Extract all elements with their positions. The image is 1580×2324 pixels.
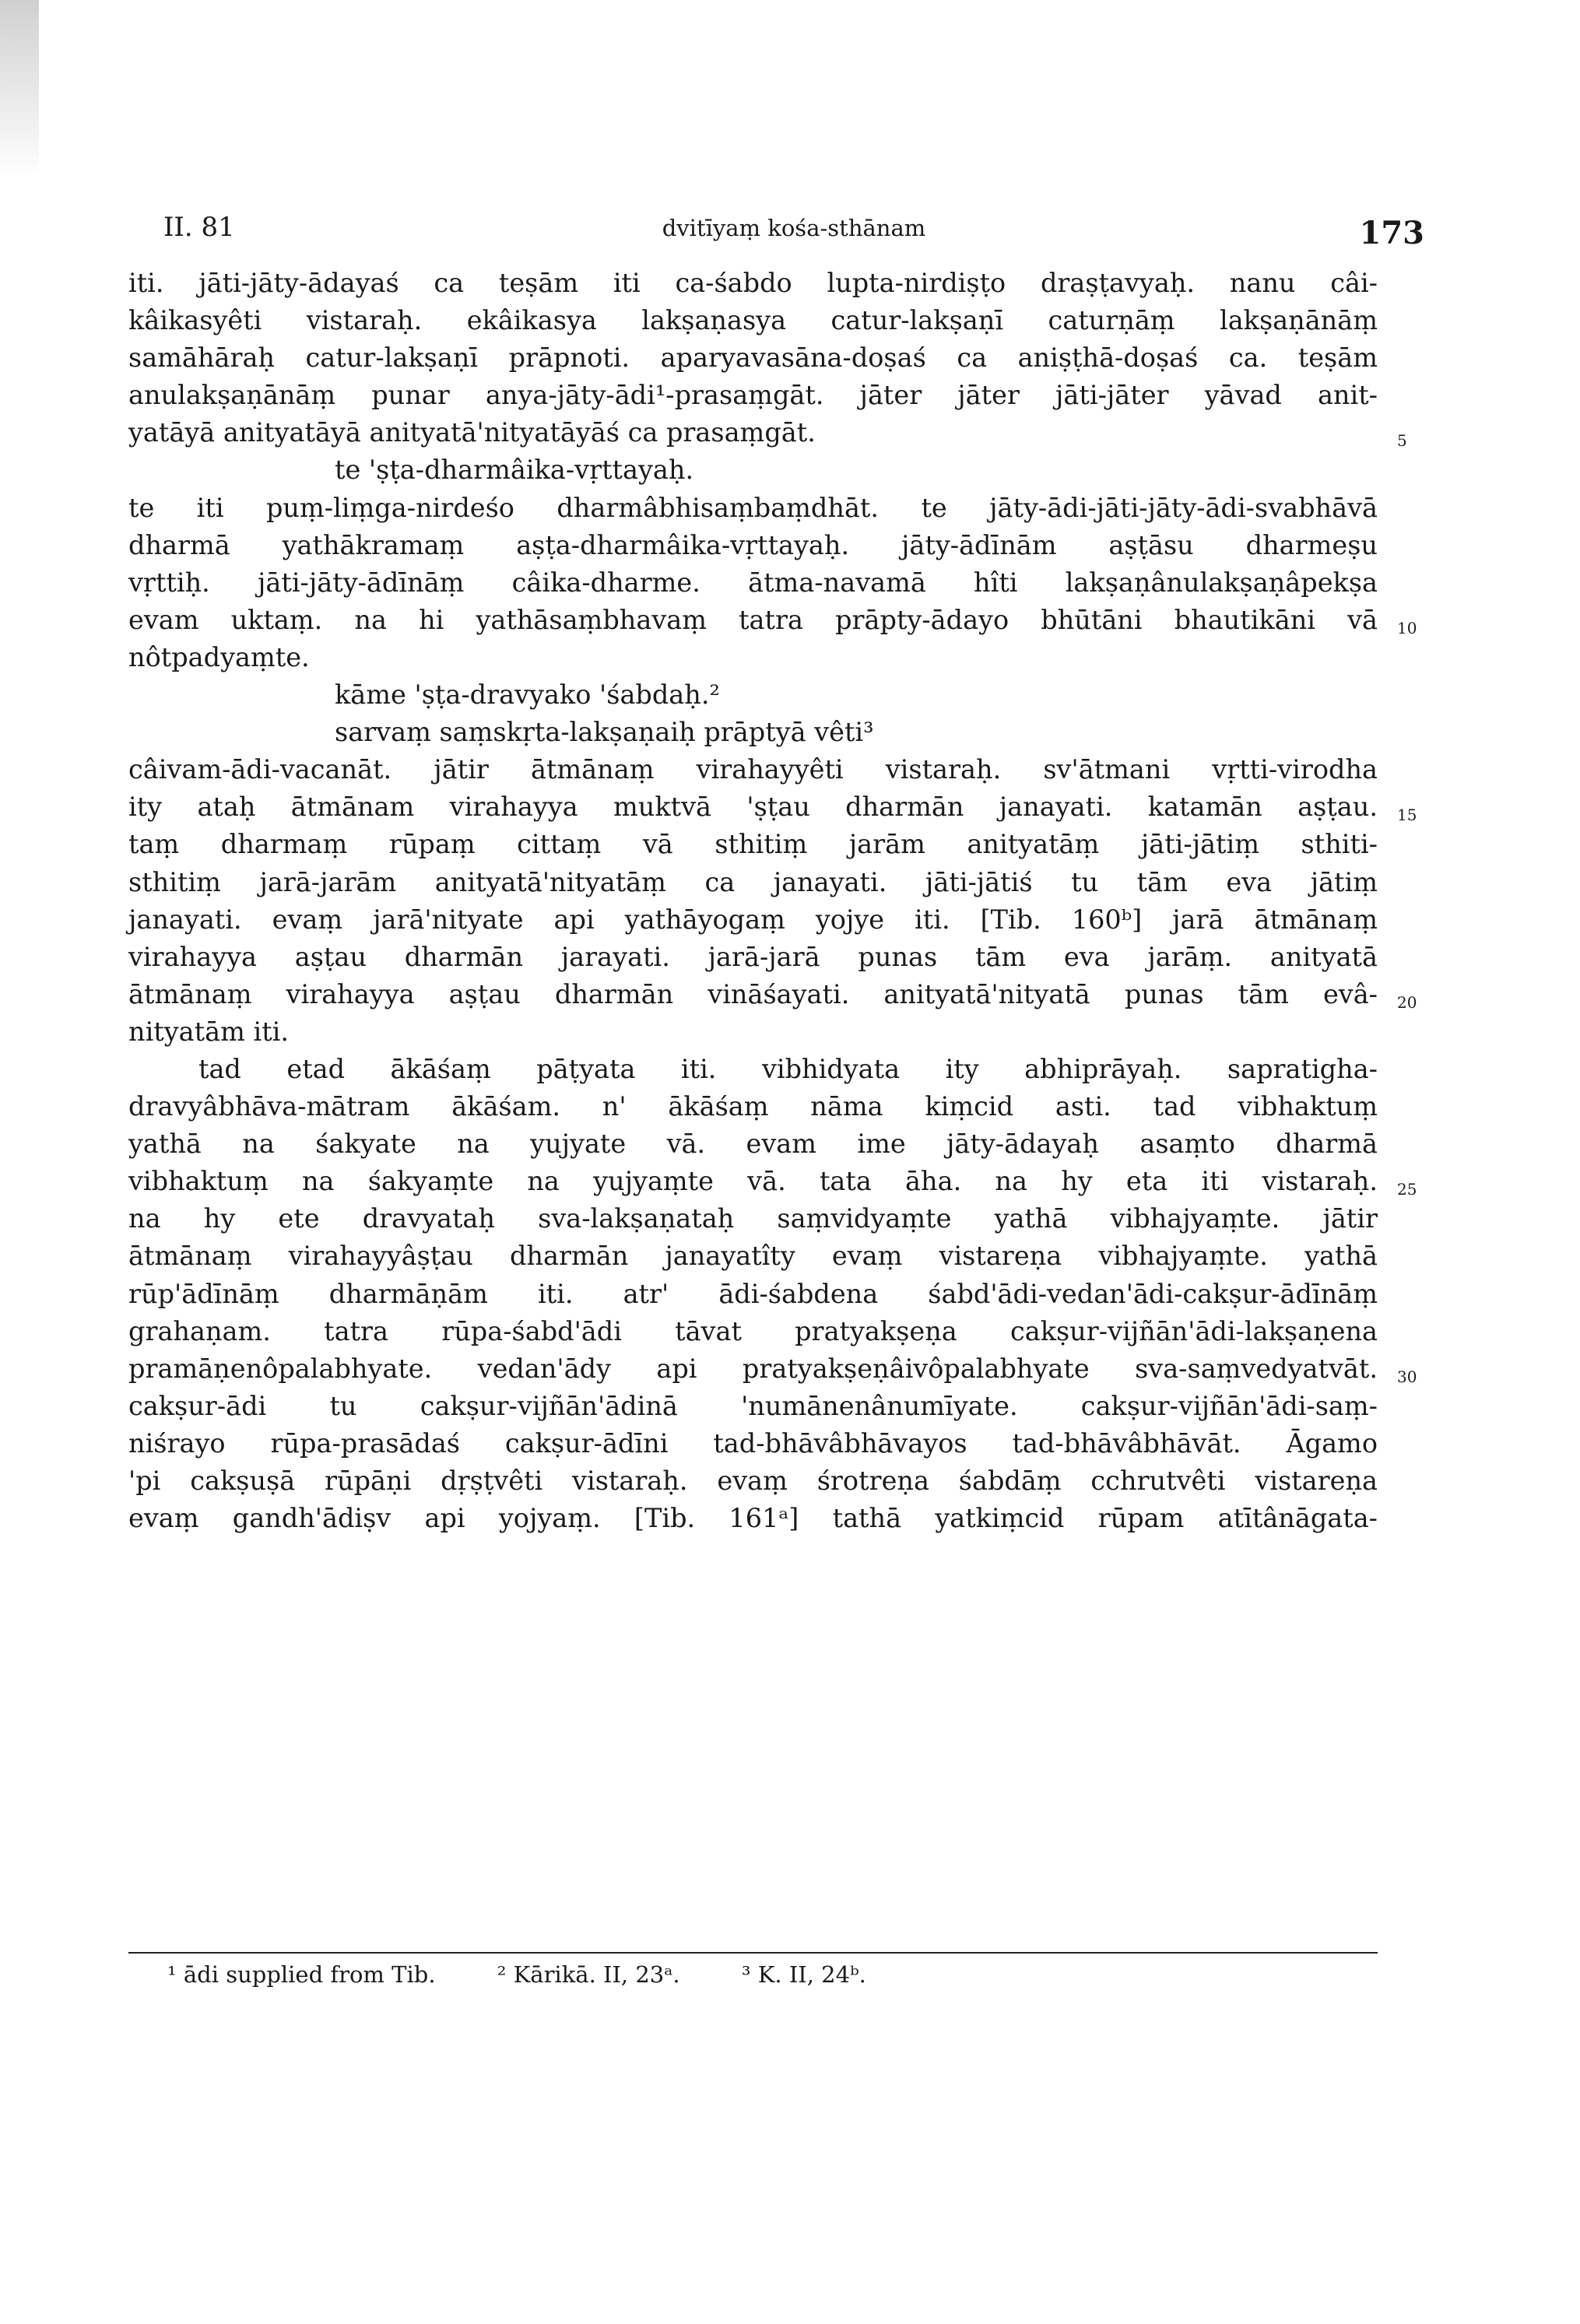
text-line: nôtpadyaṃte. (128, 641, 310, 672)
text-line: dharmā yathākramaṃ aṣṭa-dharmâika-vṛttayaḥ. jāty-ādīnām aṣṭāsu dharmeṣu (128, 529, 1378, 560)
text-line-content: pramāṇenôpalabhyate. vedan'ādy api pratyakṣeṇâivôpalabhyate sva-saṃvedyatvāt. (128, 1353, 1378, 1384)
text-line-content: vibhaktuṃ na śakyaṃte na yujyaṃte vā. tata āha. na hy eta iti vistaraḥ. (128, 1166, 1378, 1197)
text-line (128, 414, 1407, 451)
footnote: ² Kārikā. II, 23ᵃ. (497, 1961, 680, 1988)
text-line (128, 1163, 1417, 1200)
text-line: grahaṇam. tatra rūpa-śabd'ādi tāvat pratyakṣeṇa cakṣur-vijñān'ādi-lakṣaṇena (128, 1315, 1378, 1346)
text-line-content: ātmānaṃ virahayya aṣṭau dharmān vināśayati. anityatā'nityatā punas tām evâ- (128, 978, 1378, 1009)
text-line (128, 602, 1417, 639)
line-number: 25 (1397, 1180, 1417, 1199)
text-line: janayati. evaṃ jarā'nityate api yathāyogaṃ yojye iti. [Tib. 160ᵇ] jarā ātmānaṃ (128, 904, 1378, 935)
text-line: te iti puṃ-liṃga-nirdeśo dharmâbhisaṃbaṃdhāt. te jāty-ādi-jāti-jāty-ādi-svabhāvā (128, 492, 1378, 523)
text-line: sthitiṃ jarā-jarām anityatā'nityatāṃ ca janayati. jāti-jātiś tu tām eva jātiṃ (128, 866, 1378, 897)
line-number: 10 (1397, 618, 1417, 637)
text-line: 'pi cakṣuṣā rūpāṇi dṛṣṭvêti vistaraḥ. evaṃ śrotreṇa śabdāṃ cchrutvêti vistareṇa (128, 1466, 1378, 1496)
text-line-content: ity ataḥ ātmānam virahayya muktvā 'ṣṭau dharmān janayati. katamān aṣṭau. (128, 792, 1378, 823)
text-line: vṛttiḥ. jāti-jāty-ādīnāṃ câika-dharme. ātma-navamā hîti lakṣaṇânulakṣaṇâpekṣa (128, 567, 1378, 598)
text-line: na hy ete dravyataḥ sva-lakṣaṇataḥ saṃvidyaṃte yathā vibhajyaṃte. jātir (128, 1203, 1378, 1234)
footnotes (167, 1961, 921, 1988)
verse-line: sarvaṃ saṃskṛta-lakṣaṇaiḥ prāptyā vêti³ (335, 717, 874, 748)
text-line: tad etad ākāśaṃ pāṭyata iti. vibhidyata ity abhiprāyaḥ. sapratigha- (198, 1053, 1378, 1084)
line-number: 15 (1397, 806, 1417, 825)
text-line-content: yatāyā anityatāyā anityatā'nityatāyāś ca prasaṃgāt. (128, 417, 816, 448)
verse-line: kāme 'ṣṭa-dravyako 'śabdaḥ.² (335, 679, 720, 711)
text-line: dravyâbhāva-mātram ākāśam. n' ākāśaṃ nāma kiṃcid asti. tad vibhaktuṃ (128, 1091, 1378, 1122)
text-line: cakṣur-ādi tu cakṣur-vijñān'ādinā 'numānenânumīyate. cakṣur-vijñān'ādi-saṃ- (128, 1390, 1378, 1421)
text-line (128, 1350, 1417, 1388)
page-number: 173 (1359, 215, 1424, 251)
line-number: 5 (1397, 431, 1407, 451)
running-title: dvitīyaṃ kośa-sthānam (662, 215, 926, 241)
running-header (163, 212, 1424, 258)
text-line-content: evam uktaṃ. na hi yathāsaṃbhavaṃ tatra prāpty-ādayo bhūtāni bhautikāni vā (128, 604, 1378, 635)
line-number: 30 (1397, 1367, 1417, 1386)
main-text (128, 265, 1417, 1537)
footnote: ¹ ādi supplied from Tib. (167, 1961, 436, 1988)
text-line: anulakṣaṇānāṃ punar anya-jāty-ādi¹-prasaṃgāt. jāter jāter jāti-jāter yāvad anit- (128, 380, 1378, 411)
text-line: ātmānaṃ virahayyâṣṭau dharmān janayatîty evaṃ vistareṇa vibhajyaṃte. yathā (128, 1241, 1378, 1272)
section-ref: II. 81 (163, 212, 235, 243)
text-line: nityatām iti. (128, 1016, 290, 1047)
line-number: 20 (1397, 992, 1417, 1012)
footnote-rule (128, 1952, 1378, 1954)
verse-line: te 'ṣṭa-dharmâika-vṛttayaḥ. (335, 455, 694, 486)
footnote: ³ K. II, 24ᵇ. (741, 1961, 866, 1988)
text-line: yathā na śakyate na yujyate vā. evam ime jāty-ādayaḥ asaṃto dharmā (128, 1129, 1378, 1160)
text-line: evaṃ gandh'ādiṣv api yojyaṃ. [Tib. 161ᵃ] tathā yatkiṃcid rūpam atītânāgata- (128, 1503, 1378, 1534)
text-line: rūp'ādīnāṃ dharmāṇām iti. atr' ādi-śabdena śabd'ādi-vedan'ādi-cakṣur-ādīnāṃ (128, 1278, 1378, 1309)
text-line (128, 788, 1417, 826)
text-line: virahayya aṣṭau dharmān jarayati. jarā-jarā punas tām eva jarāṃ. anityatā (128, 941, 1378, 972)
text-line: samāhāraḥ catur-lakṣaṇī prāpnoti. aparyavasāna-doṣaś ca aniṣṭhā-doṣaś ca. teṣām (128, 342, 1378, 374)
text-line: taṃ dharmaṃ rūpaṃ cittaṃ vā sthitiṃ jarām anityatāṃ jāti-jātiṃ sthiti- (128, 829, 1378, 860)
text-line: iti. jāti-jāty-ādayaś ca teṣām iti ca-śabdo lupta-nirdiṣṭo draṣṭavyaḥ. nanu câi- (128, 268, 1378, 298)
scan-edge-artifact (0, 0, 39, 179)
text-line: kâikasyêti vistaraḥ. ekâikasya lakṣaṇasya catur-lakṣaṇī caturṇāṃ lakṣaṇānāṃ (128, 305, 1378, 336)
text-line: niśrayo rūpa-prasādaś cakṣur-ādīni tad-bhāvâbhāvayos tad-bhāvâbhāvāt. Āgamo (128, 1427, 1378, 1459)
text-line (128, 976, 1417, 1013)
text-line: câivam-ādi-vacanāt. jātir ātmānaṃ virahayyêti vistaraḥ. sv'ātmani vṛtti-virodha (128, 754, 1378, 785)
